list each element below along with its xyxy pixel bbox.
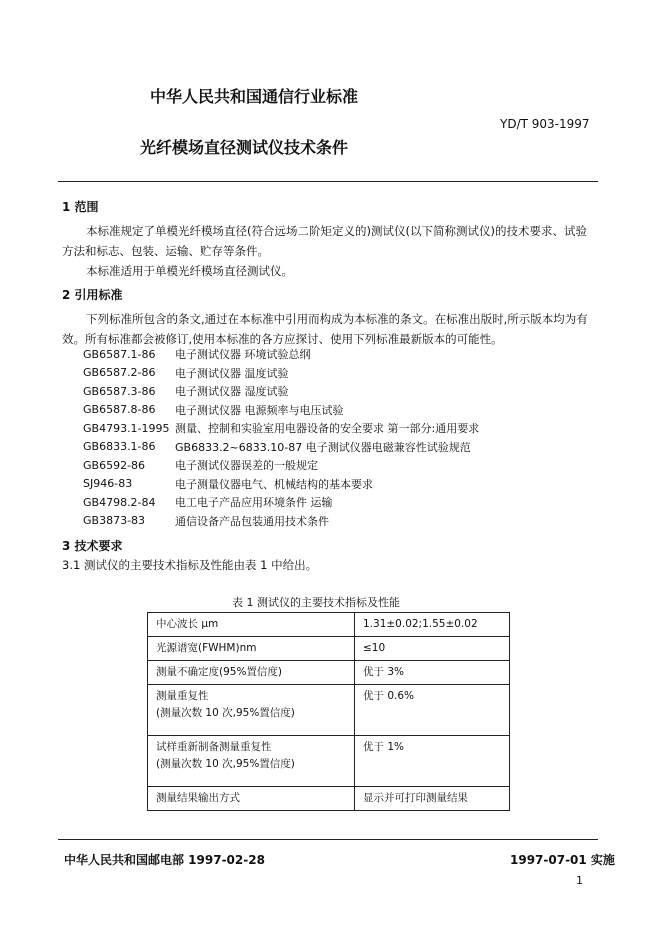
- list-item: [83, 364, 479, 383]
- issuer-date: 中华人民共和国邮电部 1997-02-28: [64, 853, 265, 867]
- document-org-title: 中华人民共和国通信行业标准: [150, 87, 359, 106]
- list-item: [83, 475, 479, 494]
- ref-code: GB6587.1-86: [83, 347, 156, 361]
- table-row: [148, 637, 510, 661]
- row-label: 测量结果输出方式: [156, 792, 240, 804]
- footer-rule: [58, 839, 598, 840]
- ref-code: GB6587.3-86: [83, 384, 156, 398]
- row-label: 测量重复性: [156, 690, 209, 702]
- list-item: [83, 493, 479, 512]
- table-cell-label: [148, 637, 355, 661]
- row-label: 测量不确定度(95%置信度): [156, 666, 283, 678]
- section-3-heading: 3 技术要求: [62, 539, 123, 553]
- ref-title: 电子测量仪器电气、机械结构的基本要求: [175, 477, 373, 491]
- section-1-p1: 本标准规定了单模光纤模场直径(符合远场二阶矩定义的)测试仪(以下简称测试仪)的技术要求、试验方法和标志、包装、运输、贮存等条件。: [62, 224, 587, 258]
- table-cell-value: 1.31±0.02;1.55±0.02: [355, 613, 510, 637]
- ref-title: 电子测试仪器误差的一般规定: [175, 459, 318, 473]
- standard-code: YD/T 903-1997: [500, 117, 590, 131]
- ref-title: 电子测试仪器 电源频率与电压试验: [175, 403, 344, 417]
- row-label: 中心波长 μm: [156, 618, 219, 630]
- table-caption: 表 1 测试仪的主要技术指标及性能: [232, 596, 400, 609]
- table-row: [148, 613, 510, 637]
- table-cell-label: [148, 685, 355, 736]
- document-title: 光纤模场直径测试仪技术条件: [140, 138, 349, 157]
- table-row: [148, 661, 510, 685]
- table-cell-value: 优于 0.6%: [355, 685, 510, 736]
- list-item: [83, 512, 479, 531]
- reference-list: [83, 345, 479, 530]
- section-1-body: [62, 221, 592, 281]
- section-2-body: [62, 309, 592, 349]
- effective-date: 1997-07-01 实施: [510, 853, 615, 867]
- list-item: [83, 438, 479, 457]
- ref-title: 电工电子产品应用环境条件 运输: [175, 496, 333, 510]
- table-cell-value: 优于 3%: [355, 661, 510, 685]
- table-row: [148, 736, 510, 787]
- section-2-p1: 下列标准所包含的条文,通过在本标准中引用而构成为本标准的条文。在标准出版时,所示版本均为有效。所有标准都会被修订,使用本标准的各方应探讨、使用下列标准最新版本的可能性。: [62, 312, 588, 346]
- ref-code: GB6587.8-86: [83, 403, 156, 417]
- table-cell-label: [148, 613, 355, 637]
- list-item: [83, 401, 479, 420]
- ref-code: GB4798.2-84: [83, 495, 156, 509]
- ref-title: 电子测试仪器 湿度试验: [175, 385, 289, 399]
- section-2-heading: 2 引用标准: [62, 288, 123, 302]
- ref-code: GB6833.1-86: [83, 440, 156, 454]
- header-rule: [58, 181, 598, 182]
- section-1-heading: 1 范围: [62, 200, 99, 214]
- ref-title: 电子测试仪器 环境试验总纲: [175, 348, 311, 362]
- table-row: [148, 685, 510, 736]
- ref-code: SJ946-83: [83, 477, 133, 491]
- table-cell-value: 优于 1%: [355, 736, 510, 787]
- spec-table: [147, 612, 510, 811]
- row-label: 光源谱宽(FWHM)nm: [156, 642, 257, 654]
- table-cell-label: [148, 787, 355, 811]
- section-3-1-text: 3.1 测试仪的主要技术指标及性能由表 1 中给出。: [62, 558, 318, 572]
- row-label: 试样重新制备测量重复性: [156, 741, 272, 753]
- ref-title: 测量、控制和实验室用电器设备的安全要求 第一部分:通用要求: [175, 422, 480, 436]
- ref-code: GB6587.2-86: [83, 366, 156, 380]
- row-label-note: (测量次数 10 次,95%置信度): [156, 707, 295, 719]
- table-cell-label: [148, 661, 355, 685]
- table-cell-label: [148, 736, 355, 787]
- row-label-note: (测量次数 10 次,95%置信度): [156, 758, 295, 770]
- table-cell-value: 显示并可打印测量结果: [355, 787, 510, 811]
- ref-title: 通信设备产品包装通用技术条件: [175, 514, 329, 528]
- ref-code: GB3873-83: [83, 514, 146, 528]
- ref-code: GB6592-86: [83, 458, 146, 472]
- ref-title: 电子测试仪器 温度试验: [175, 366, 289, 380]
- section-1-p2: 本标准适用于单模光纤模场直径测试仪。: [86, 264, 293, 278]
- page-number: 1: [576, 874, 583, 887]
- list-item: [83, 456, 479, 475]
- list-item: [83, 419, 479, 438]
- ref-title: GB6833.2~6833.10-87 电子测试仪器电磁兼容性试验规范: [175, 440, 471, 454]
- ref-code: GB4793.1-1995: [83, 421, 170, 435]
- table-cell-value: ≤10: [355, 637, 510, 661]
- table-row: [148, 787, 510, 811]
- list-item: [83, 345, 479, 364]
- list-item: [83, 382, 479, 401]
